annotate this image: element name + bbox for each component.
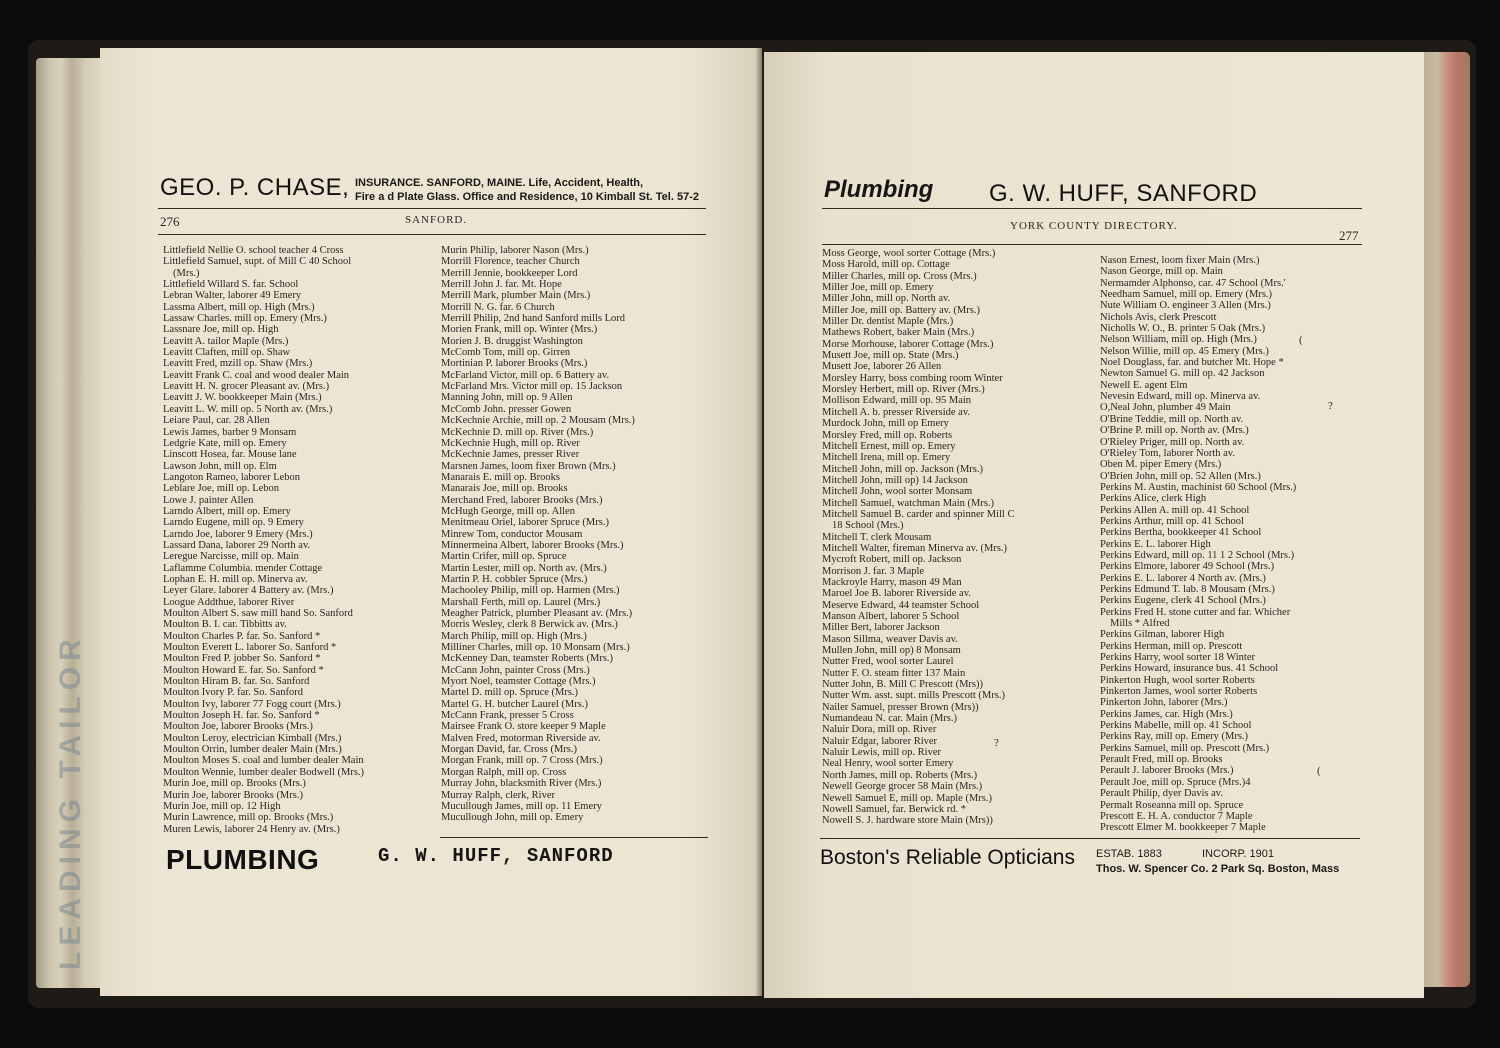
directory-entry: Leyer Glare. laborer 4 Battery av. (Mrs.) (163, 585, 334, 597)
incorp-year: INCORP. 1901 (1202, 848, 1274, 860)
directory-entry: Morgan Frank, mill op. 7 Cross (Mrs.) (441, 755, 603, 767)
directory-entry: Nermamder Alphonso, car. 47 School (Mrs.' (1100, 277, 1286, 289)
directory-entry: Nevesin Edward, mill op. Minerva av. (1100, 391, 1261, 403)
directory-entry: Perkins James, car. High (Mrs.) (1100, 708, 1233, 720)
directory-entry: O'Brine P. mill op. North av. (Mrs.) (1100, 425, 1249, 437)
directory-entry: Perkins E. L. laborer 4 North av. (Mrs.) (1100, 572, 1266, 584)
directory-entry: Perkins M. Austin, machinist 60 School (Mrs.) (1100, 481, 1297, 493)
directory-entry: McCann Frank, presser 5 Cross (441, 710, 574, 722)
directory-entry: Perault Fred, mill op. Brooks (1100, 754, 1223, 766)
directory-entry: Lophan E. H. mill op. Minerva av. (163, 573, 308, 585)
directory-entry: Manarais Joe, mill op. Brooks (441, 483, 568, 495)
directory-entry: Prescott Elmer M. bookkeeper 7 Maple (1100, 822, 1266, 834)
directory-entry: Moulton Everett L. laborer So. Sanford * (163, 642, 337, 654)
directory-entry: Leavitt Frank C. coal and wood dealer Main (163, 369, 350, 381)
directory-entry: Perkins Arthur, mill op. 41 School (1100, 515, 1244, 527)
directory-entry: Machooley Philip, mill op. Harmen (Mrs.) (441, 585, 620, 597)
opticians-advert: Boston's Reliable Opticians (820, 846, 1075, 869)
directory-entry: Nutter Fred, wool sorter Laurel (822, 656, 954, 668)
directory-entry: Mullen John, mill op) 8 Monsam (822, 645, 961, 657)
directory-entry: Mitchell Walter, fireman Minerva av. (Mrs.) (822, 542, 1008, 554)
directory-entry: Larndo Albert, mill op. Emery (163, 505, 291, 517)
running-head-rule (158, 234, 706, 235)
directory-entry: Linscott Hosea, far. Mouse lane (163, 449, 297, 461)
directory-entry: Mucullough James, mill op. 11 Emery (441, 800, 602, 812)
huff-advert: G. W. HUFF, SANFORD (989, 180, 1258, 207)
directory-entry: Neal Henry, wool sorter Emery (822, 758, 954, 770)
directory-entry: Lassard Dana, laborer 29 North av. (163, 539, 311, 551)
estab-year: ESTAB. 1883 (1096, 848, 1162, 860)
directory-entry: Mitchell T. clerk Mousam (822, 531, 932, 543)
footer-rule (820, 838, 1360, 839)
directory-entry: Pinkerton John, laborer (Mrs.) (1100, 697, 1228, 709)
directory-column-1 (822, 248, 1092, 827)
plumbing-advert: Plumbing (824, 176, 934, 203)
directory-entry: Morien J. B. druggist Washington (441, 335, 583, 347)
directory-entry: Perkins Gilman, laborer High (1100, 629, 1225, 641)
directory-entry: Pinkerton James, wool sorter Roberts (1100, 686, 1258, 698)
directory-entry: Perkins Elmore, laborer 49 School (Mrs.) (1100, 561, 1275, 573)
directory-entry: Martin Crifer, mill op. Spruce (441, 551, 567, 563)
directory-entry: Langoton Rameo, laborer Lebon (163, 471, 301, 483)
directory-entry: Mollison Edward, mill op. 95 Main (822, 395, 972, 407)
directory-entry: Moulton Albert S. saw mill hand So. Sanford (163, 608, 353, 619)
directory-entry: Naluir Edgar, laborer River (822, 735, 938, 747)
chase-advert-line2: Fire a d Plate Glass. Office and Residence, 10 Kimball St. Tel. 57-2 (355, 191, 699, 203)
directory-entry: Leiare Paul, car. 28 Allen (163, 415, 270, 427)
directory-entry: Morien Frank, mill op. Winter (Mrs.) (441, 324, 598, 336)
directory-entry: Martin Lester, mill op. North av. (Mrs.) (441, 562, 607, 574)
directory-entry: Laflamme Columbia. mender Cottage (163, 562, 323, 574)
directory-entry: Malven Fred, motorman Riverside av. (441, 732, 601, 744)
directory-entry: Mucullough John, mill op. Emery (441, 812, 584, 824)
directory-entry: Merrill John J. far. Mt. Hope (441, 279, 562, 291)
directory-entry: Mitchell Samuel, watchman Main (Mrs.) (822, 497, 995, 509)
directory-entry: Miller Joe, mill op. Emery (822, 282, 934, 294)
directory-entry: Lassaw Charles. mill op. Emery (Mrs.) (163, 313, 327, 325)
directory-entry: Morsley Herbert, mill op. River (Mrs.) (822, 384, 985, 396)
directory-entry: Moulton Orrin, lumber dealer Main (Mrs.) (163, 744, 342, 756)
left-page (100, 48, 762, 996)
directory-entry: Perkins Howard, insurance bus. 41 School (1100, 663, 1279, 675)
directory-entry: Moulton Leroy, electrician Kimball (Mrs.) (163, 732, 342, 744)
directory-entry: Martel G. H. butcher Laurel (Mrs.) (441, 698, 588, 710)
directory-entry: Musett Joe, mill op. State (Mrs.) (822, 350, 959, 362)
directory-entry: Meagher Patrick, plumber Pleasant av. (Mrs.) (441, 608, 633, 619)
directory-entry: Perkins Ray, mill op. Emery (Mrs.) (1100, 731, 1249, 743)
directory-entry: Nute William O. engineer 3 Allen (Mrs.) (1100, 300, 1271, 312)
directory-entry: Moulton Joe, laborer Brooks (Mrs.) (163, 721, 313, 733)
directory-column-2 (441, 245, 709, 824)
directory-entry: Merrill Jennie, bookkeeper Lord (441, 267, 578, 279)
directory-entry: Morrill Florence, teacher Church (441, 256, 580, 268)
directory-entry: Miller Bert, laborer Jackson (822, 622, 940, 634)
directory-entry: Murin Joe, laborer Brooks (Mrs.) (163, 789, 303, 801)
directory-entry: Perkins E. L. laborer High (1100, 538, 1211, 550)
directory-column-2 (1100, 255, 1372, 834)
right-page (764, 52, 1424, 998)
directory-entry: Perkins Fred H. stone cutter and far. Whicher (1100, 606, 1291, 618)
directory-entry: Perkins Herman, mill op. Prescott (1100, 640, 1243, 652)
spencer-advert: Thos. W. Spencer Co. 2 Park Sq. Boston, Mass (1096, 863, 1340, 875)
directory-entry: Meserve Edward, 44 teamster School (822, 599, 980, 611)
directory-entry: McKechnie James, presser River (441, 449, 580, 461)
directory-entry: O,Neal John, plumber 49 Main (1100, 402, 1231, 414)
directory-entry: Mitchell John, wool sorter Monsam (822, 486, 973, 498)
directory-entry: Leavitt H. N. grocer Pleasant av. (Mrs.) (163, 381, 330, 393)
directory-entry: Perkins Alice, clerk High (1100, 493, 1207, 505)
directory-entry: Littlefield Nellie O. school teacher 4 Cross (163, 245, 344, 256)
directory-entry: Miller Joe, mill op. Battery av. (Mrs.) (822, 304, 980, 316)
directory-entry: Ledgrie Kate, mill op. Emery (163, 437, 287, 449)
directory-entry: Morsley Harry, boss combing room Winter (822, 372, 1003, 384)
directory-entry: Murray John, blacksmith River (Mrs.) (441, 778, 602, 790)
directory-entry: Newell George grocer 58 Main (Mrs.) (822, 781, 983, 793)
directory-entry: McKechnie Archie, mill op. 2 Mousam (Mrs.) (441, 415, 635, 427)
directory-entry: Moulton Howard E. far. So. Sanford * (163, 664, 324, 676)
margin-mark: ? (994, 737, 999, 749)
directory-entry: Mairsee Frank O. store keeper 9 Maple (441, 721, 606, 733)
directory-entry: O'Brine Teddie, mill op. North av. (1100, 413, 1244, 425)
directory-entry: O'Brien John, mill op. 52 Allen (Mrs.) (1100, 470, 1261, 482)
directory-entry: Newton Samuel G. mill op. 42 Jackson (1100, 368, 1265, 380)
directory-entry: Pinkerton Hugh, wool sorter Roberts (1100, 674, 1255, 686)
directory-entry: Newell Samuel E, mill op. Maple (Mrs.) (822, 792, 993, 804)
directory-entry: Marsnen James, loom fixer Brown (Mrs.) (441, 460, 616, 472)
spine-imprint: LEADING TAILOR (54, 633, 87, 970)
directory-entry: Nowell Samuel, far. Berwick rd. * (822, 803, 967, 815)
directory-entry: Perault J. laborer Brooks (Mrs.) (1100, 765, 1234, 777)
directory-entry: Moulton Moses S. coal and lumber dealer Main (163, 755, 364, 767)
directory-entry: Perkins Eugene, clerk 41 School (Mrs.) (1100, 595, 1266, 607)
directory-entry: Musett Joe, laborer 26 Allen (822, 361, 942, 373)
directory-entry: Mills * Alfred (1110, 618, 1170, 629)
directory-entry: Nailer Samuel, presser Brown (Mrs)) (822, 701, 979, 713)
margin-mark: ? (1328, 400, 1333, 412)
margin-mark: ( (1317, 765, 1321, 777)
directory-entry: Morse Morhouse, laborer Cottage (Mrs.) (822, 338, 994, 350)
margin-mark: ( (1299, 334, 1303, 346)
directory-entry: Nelson Willie, mill op. 45 Emery (Mrs.) (1100, 345, 1269, 357)
directory-entry: Moulton Joseph H. far. So. Sanford * (163, 710, 320, 722)
right-page-edges (1420, 52, 1470, 987)
directory-entry: Needham Samuel, mill op. Emery (Mrs.) (1100, 289, 1273, 301)
directory-entry: Muren Lewis, laborer 24 Henry av. (Mrs.) (163, 823, 340, 835)
directory-entry: Murin Joe, mill op. Brooks (Mrs.) (163, 778, 306, 790)
directory-entry: Newell E. agent Elm (1100, 379, 1188, 391)
directory-entry: McCann John, painter Cross (Mrs.) (441, 664, 590, 676)
directory-entry: Murdock John, mill op Emery (822, 418, 949, 430)
directory-entry: Moss George, wool sorter Cottage (Mrs.) (822, 248, 996, 259)
directory-entry: Nason George, mill op. Main (1100, 266, 1223, 278)
directory-entry: Nicholls W. O., B. printer 5 Oak (Mrs.) (1100, 323, 1266, 335)
directory-entry: O'Rieley Priger, mill op. North av. (1100, 436, 1245, 448)
directory-entry: Morrill N. G. far. 6 Church (441, 301, 555, 313)
directory-entry: Nowell S. J. hardware store Main (Mrs)) (822, 815, 993, 827)
directory-entry: Moulton Fred P. jobber So. Sanford * (163, 653, 321, 665)
directory-entry: Mitchell A. b. presser Riverside av. (822, 406, 971, 418)
directory-entry: Perkins Harry, wool sorter 18 Winter (1100, 652, 1256, 664)
directory-entry: Numandeau N. car. Main (Mrs.) (822, 713, 958, 725)
directory-entry: Murin Joe, mill op. 12 High (163, 800, 281, 812)
directory-entry: McFarland Victor, mill op. 6 Battery av. (441, 369, 610, 381)
directory-entry: Prescott E. H. A. conductor 7 Maple (1100, 810, 1253, 822)
directory-entry: Permalt Roseanna mill op. Spruce (1100, 799, 1244, 811)
directory-entry: Mitchell Samuel B. carder and spinner Mill C (822, 508, 1015, 520)
directory-entry: Naluir Dora, mill op. River (822, 724, 937, 736)
directory-entry: Mycroft Robert, mill op. Jackson (822, 554, 962, 566)
directory-entry: McComb John. presser Gowen (441, 403, 572, 415)
directory-entry: Perkins Samuel, mill op. Prescott (Mrs.) (1100, 742, 1270, 754)
directory-entry: Larndo Eugene, mill op. 9 Emery (163, 517, 304, 529)
directory-entry: Morgan David, far. Cross (Mrs.) (441, 744, 577, 756)
directory-entry: Perkins Allen A. mill op. 41 School (1100, 504, 1250, 516)
directory-entry: Merrill Philip, 2nd hand Sanford mills Lord (441, 313, 626, 325)
directory-entry: O'Rieley Tom, laborer North av. (1100, 447, 1235, 459)
directory-entry: Milliner Charles, mill op. 10 Monsam (Mrs.) (441, 642, 630, 654)
directory-entry: Perault Joe, mill op. Spruce (Mrs.)4 (1100, 776, 1251, 788)
directory-entry: Moss Harold, mill op. Cottage (822, 259, 950, 271)
directory-entry: Perault Philip, dyer Davis av. (1100, 788, 1223, 800)
directory-entry: McHugh George, mill op. Allen (441, 505, 575, 517)
directory-entry: Mitchell Irena, mill op. Emery (822, 452, 951, 464)
directory-entry: Miller John, mill op. North av. (822, 293, 951, 305)
directory-entry: Martin P. H. cobbler Spruce (Mrs.) (441, 573, 588, 585)
directory-entry: Leregue Narcisse, mill op. Main (163, 551, 299, 563)
directory-entry: Nutter F. O. steam fitter 137 Main (822, 667, 966, 679)
directory-entry: Martel D. mill op. Spruce (Mrs.) (441, 687, 579, 699)
directory-entry: Moulton Wennie, lumber dealer Bodwell (Mrs.) (163, 766, 365, 778)
page-number: 276 (160, 214, 180, 229)
directory-entry: Littlefield Samuel, supt. of Mill C 40 School (163, 256, 352, 268)
directory-entry: Minrew Tom, conductor Mousam (441, 528, 583, 540)
directory-entry: Merchand Fred, laborer Brooks (Mrs.) (441, 494, 603, 506)
directory-entry: Murin Philip, laborer Nason (Mrs.) (441, 245, 589, 256)
page-number: 277 (1339, 228, 1359, 243)
directory-entry: Loogue Addthue, laborer River (163, 596, 295, 608)
directory-entry: Mathews Robert, baker Main (Mrs.) (822, 327, 975, 339)
directory-entry: Naluir Lewis, mill op. River (822, 747, 941, 759)
directory-entry: Leavitt L. W. mill op. 5 North av. (Mrs.) (163, 403, 333, 415)
directory-entry: Manson Albert, laborer 5 School (822, 611, 960, 622)
chase-advert-name: GEO. P. CHASE, (160, 174, 350, 201)
directory-entry: McComb Tom, mill op. Girren (441, 347, 571, 359)
directory-entry: Leavitt A. tailor Maple (Mrs.) (163, 335, 289, 347)
directory-entry: Merrill Mark, plumber Main (Mrs.) (441, 290, 591, 302)
directory-entry: Moulton Hiram B. far. So. Sanford (163, 676, 310, 688)
running-head: SANFORD. (405, 214, 468, 226)
directory-entry: Mason Sillma, weaver Davis av. (822, 633, 958, 645)
directory-entry: Lebran Walter, laborer 49 Emery (163, 290, 302, 302)
directory-entry: Morsley Fred, mill op. Roberts (822, 429, 953, 441)
directory-entry: Lawson John, mill op. Elm (163, 460, 277, 472)
directory-entry: Moulton B. I. car. Tibbitts av. (163, 619, 287, 631)
directory-entry: Manning John, mill op. 9 Allen (441, 392, 573, 404)
directory-entry: North James, mill op. Roberts (Mrs.) (822, 769, 978, 781)
directory-entry: Mitchell John, mill op. Jackson (Mrs.) (822, 463, 983, 475)
directory-entry: Murin Lawrence, mill op. Brooks (Mrs.) (163, 812, 334, 824)
directory-entry: Miller Dr. dentist Maple (Mrs.) (822, 316, 954, 328)
directory-entry: Mitchell Ernest, mill op. Emery (822, 440, 956, 452)
directory-entry: Mortinian P. laborer Brooks (Mrs.) (441, 358, 588, 370)
directory-entry: Murray Ralph, clerk, River (441, 789, 556, 801)
directory-entry: Morgan Ralph, mill op. Cross (441, 766, 567, 778)
directory-entry: Larndo Joe, laborer 9 Emery (Mrs.) (163, 528, 313, 540)
directory-entry: Nutter Wm. asst. supt. mills Prescott (Mrs.) (822, 690, 1005, 702)
directory-entry: Littlefield Willard S. far. School (163, 279, 299, 291)
directory-entry: March Philip, mill op. High (Mrs.) (441, 630, 587, 642)
directory-entry: Mackroyle Harry, mason 49 Man (822, 576, 962, 588)
directory-entry: 18 School (Mrs.) (832, 520, 904, 532)
directory-entry: Morrison J. far. 3 Maple (822, 565, 925, 577)
directory-entry: Oben M. piper Emery (Mrs.) (1100, 459, 1222, 471)
directory-entry: Noel Douglass, far. and butcher Mt. Hope * (1100, 357, 1284, 369)
header-rule (158, 208, 706, 209)
directory-entry: Manarais E. mill op. Brooks (441, 471, 560, 483)
directory-entry: Mitchell John, mill op) 14 Jackson (822, 474, 968, 486)
directory-entry: Nelson William, mill op. High (Mrs.) (1100, 334, 1257, 346)
directory-entry: Perkins Edward, mill op. 11 1 2 School (Mrs.) (1100, 549, 1295, 561)
directory-entry: Moulton Ivory P. far. So. Sanford (163, 687, 303, 699)
directory-entry: Nason Ernest, loom fixer Main (Mrs.) (1100, 255, 1260, 266)
directory-entry: Nichols Avis, clerk Prescott (1100, 311, 1217, 323)
directory-entry: Perkins Edmund T. lab. 8 Mousam (Mrs.) (1100, 583, 1275, 595)
directory-entry: Maroel Joe B. laborer Riverside av. (822, 588, 971, 600)
directory-entry: Lowe J. painter Allen (163, 494, 254, 506)
directory-entry: McFarland Mrs. Victor mill op. 15 Jackson (441, 381, 623, 393)
directory-entry: McKenney Dan, teamster Roberts (Mrs.) (441, 653, 614, 665)
directory-entry: Nutter John, B. Mill C Prescott (Mrs)) (822, 679, 983, 691)
directory-entry: Lewis James, barber 9 Monsam (163, 426, 297, 438)
directory-entry: McKechnie Hugh, mill op. River (441, 437, 580, 449)
directory-entry: (Mrs.) (173, 267, 200, 279)
directory-entry: Perkins Mabelle, mill op. 41 School (1100, 720, 1252, 732)
directory-entry: Moulton Charles P. far. So. Sanford * (163, 630, 321, 642)
directory-entry: Marshall Ferth, mill op. Laurel (Mrs.) (441, 596, 601, 608)
running-head: YORK COUNTY DIRECTORY. (1010, 220, 1178, 232)
directory-entry: Leavitt Claften, mill op. Shaw (163, 347, 291, 359)
chase-advert-line1: INSURANCE. SANFORD, MAINE. Life, Accident, Health, (355, 177, 644, 189)
directory-entry: Moulton Ivy, laborer 77 Fogg court (Mrs.) (163, 698, 341, 710)
huff-advert: G. W. HUFF, SANFORD (378, 845, 614, 867)
directory-entry: Miller Charles, mill op. Cross (Mrs.) (822, 270, 977, 282)
directory-entry: Perkins Bertha, bookkeeper 41 School (1100, 527, 1262, 539)
directory-entry: Lassma Albert, mill op. High (Mrs.) (163, 301, 315, 313)
directory-entry: McKechnie D. mill op. River (Mrs.) (441, 426, 594, 438)
directory-entry: Minnermeina Albert, laborer Brooks (Mrs.) (441, 539, 624, 551)
directory-entry: Lassnare Joe, mill op. High (163, 324, 279, 336)
footer-rule (440, 837, 708, 838)
header-rule (822, 208, 1362, 209)
directory-entry: Myort Noel, teamster Cottage (Mrs.) (441, 676, 596, 688)
directory-entry: Leblare Joe, mill op. Lebon (163, 483, 280, 495)
directory-entry: Leavitt Fred, mzill op. Shaw (Mrs.) (163, 358, 313, 370)
directory-entry: Leavitt J. W. bookkeeper Main (Mrs.) (163, 392, 322, 404)
directory-entry: Menitmeau Oriel, laborer Spruce (Mrs.) (441, 517, 609, 529)
running-head-rule (822, 244, 1362, 245)
directory-column-1 (163, 245, 433, 835)
directory-entry: Morris Wesley, clerk 8 Berwick av. (Mrs.) (441, 619, 618, 631)
plumbing-advert: PLUMBING (166, 844, 320, 875)
